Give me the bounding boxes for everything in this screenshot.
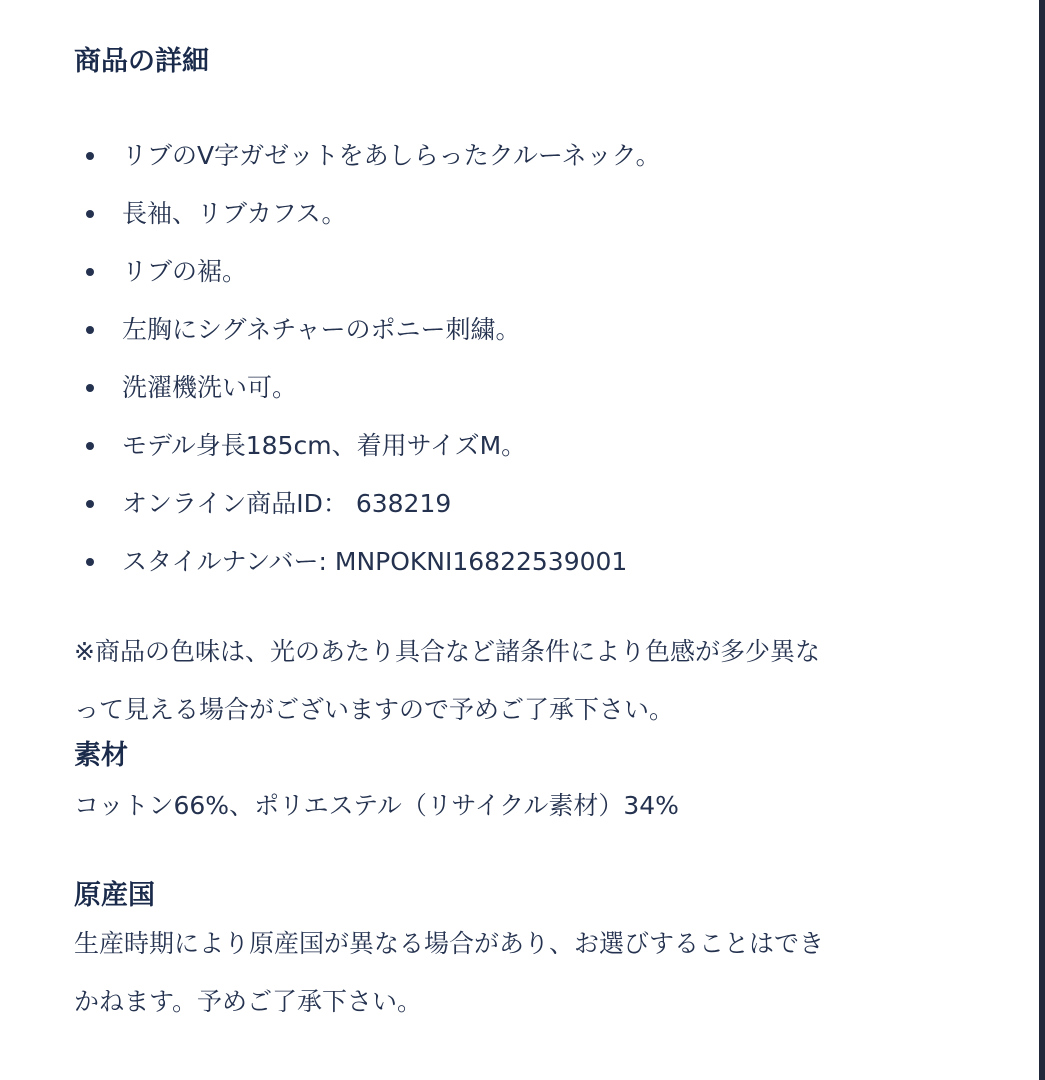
list-item-text: スタイルナンバー: MNPOKNI16822539001: [122, 547, 628, 576]
bullet-icon: [86, 326, 94, 334]
details-heading: 商品の詳細: [74, 46, 209, 77]
list-item-text: 左胸にシグネチャーのポニー刺繍。: [122, 315, 521, 344]
list-item: [74, 536, 661, 594]
list-item: [74, 304, 661, 362]
list-item: [74, 188, 661, 246]
bullet-icon: [86, 210, 94, 218]
origin-text-line1: 生産時期により原産国が異なる場合があり、お選びすることはでき: [74, 929, 825, 958]
list-item-text: モデル身長185cm、着用サイズM。: [122, 431, 527, 460]
bullet-icon: [86, 268, 94, 276]
list-item: [74, 420, 661, 478]
list-item-text: 洗濯機洗い可。: [122, 373, 298, 402]
color-note-line1: ※商品の色味は、光のあたり具合など諸条件により色感が多少異な: [74, 637, 820, 666]
list-item-text: リブのV字ガゼットをあしらったクルーネック。: [122, 141, 661, 170]
material-heading: 素材: [74, 740, 128, 771]
color-note-line2: って見える場合がございますので予めご了承下さい。: [74, 695, 675, 724]
material-text: コットン66%、ポリエステル（リサイクル素材）34%: [74, 791, 679, 820]
list-item: [74, 478, 661, 536]
details-list: [74, 130, 661, 594]
bullet-icon: [86, 558, 94, 566]
list-item-text: 長袖、リブカフス。: [122, 199, 347, 228]
bullet-icon: [86, 152, 94, 160]
list-item: [74, 130, 661, 188]
list-item-text: リブの裾。: [122, 257, 248, 286]
list-item: [74, 362, 661, 420]
bullet-icon: [86, 500, 94, 508]
origin-heading: 原産国: [74, 880, 155, 911]
list-item-text: オンライン商品ID： 638219: [122, 489, 452, 518]
origin-text-line2: かねます。予めご了承下さい。: [74, 987, 423, 1016]
right-border: [1039, 0, 1045, 1080]
bullet-icon: [86, 384, 94, 392]
list-item: [74, 246, 661, 304]
bullet-icon: [86, 442, 94, 450]
